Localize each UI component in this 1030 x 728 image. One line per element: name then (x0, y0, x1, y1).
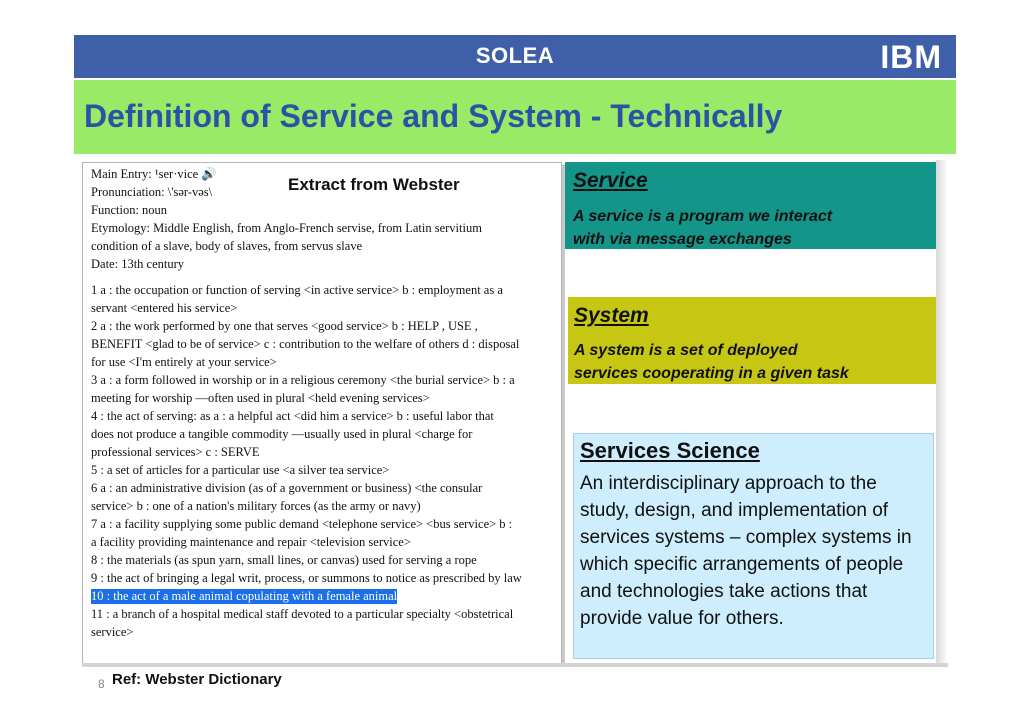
ibm-logo: IBM (880, 39, 942, 75)
system-desc-line: services cooperating in a given task (574, 365, 849, 382)
header-bar (74, 35, 956, 78)
dict-line: 4 : the act of serving: as a : a helpful act <did him a service> b : useful labor that (91, 409, 494, 423)
slide-title: Definition of Service and System - Technically (84, 98, 783, 134)
dict-line: Function: noun (91, 203, 168, 217)
page-number: 8 (98, 677, 105, 691)
service-desc-line: A service is a program we interact (573, 208, 833, 225)
system-description (574, 339, 849, 385)
panel-shadow (936, 160, 948, 665)
dict-line: condition of a slave, body of slaves, from servus slave (91, 239, 363, 253)
dict-line: a facility providing maintenance and repair <television service> (91, 535, 411, 549)
dict-line: 1 a : the occupation or function of serving <in active service> b : employment as a (91, 283, 503, 297)
dict-line: 8 : the materials (as spun yarn, small lines, or canvas) used for serving a rope (91, 553, 477, 567)
dictionary-extract (82, 162, 562, 664)
system-definition-box (568, 297, 936, 384)
services-science-heading: Services Science (580, 438, 760, 463)
slide-title-bar (74, 80, 956, 154)
dict-line: Main Entry: ¹ser·vice 🔊 (91, 167, 217, 181)
dict-line: Pronunciation: \'sər-vəs\ (91, 185, 213, 199)
service-definition-box (565, 162, 936, 249)
dict-line: 5 : a set of articles for a particular use <a silver tea service> (91, 463, 390, 477)
dict-line: servant <entered his service> (91, 301, 238, 315)
extract-label: Extract from Webster (288, 175, 460, 194)
dict-line: for use <I'm entirely at your service> (91, 355, 277, 369)
dict-line: professional services> c : SERVE (91, 445, 260, 459)
dict-line: BENEFIT <glad to be of service> c : contribution to the welfare of others d : disposal (91, 337, 520, 351)
panel-shadow (82, 663, 948, 667)
dict-line: service> (91, 625, 134, 639)
dict-line: meeting for worship —often used in plural <held evening services> (91, 391, 430, 405)
dict-line: Date: 13th century (91, 257, 185, 271)
dict-line: Etymology: Middle English, from Anglo-French servise, from Latin servitium (91, 221, 482, 235)
dict-line: service> b : one of a nation's military forces (as the army or navy) (91, 499, 421, 513)
service-description (573, 205, 832, 251)
service-heading: Service (573, 169, 648, 192)
system-heading: System (574, 304, 649, 327)
dict-line-highlighted: 10 : the act of a male animal copulating with a female animal (91, 589, 398, 603)
service-desc-line: with via message exchanges (573, 231, 792, 248)
services-science-box (573, 433, 934, 659)
dict-line: 9 : the act of bringing a legal writ, process, or summons to notice as prescribed by law (91, 571, 522, 585)
dict-line: 11 : a branch of a hospital medical staff devoted to a particular specialty <obstetrical (91, 607, 514, 621)
dict-line: 7 a : a facility supplying some public demand <telephone service> <bus service> b : (91, 517, 513, 531)
dict-line: does not produce a tangible commodity —usually used in plural <charge for (91, 427, 473, 441)
reference-note: Ref: Webster Dictionary (112, 671, 282, 688)
header-title: SOLEA (475, 43, 555, 68)
dict-line: 2 a : the work performed by one that serves <good service> b : HELP , USE , (91, 319, 478, 333)
system-desc-line: A system is a set of deployed (574, 342, 798, 359)
dict-line: 6 a : an administrative division (as of a government or business) <the consular (91, 481, 483, 495)
services-science-text: An interdisciplinary approach to the study, design, and implementation of services systems – complex systems in which specific arrangements of people and technologies take actions that provide value for others. (580, 473, 912, 629)
dict-line: 3 a : a form followed in worship or in a religious ceremony <the burial service> b : a (91, 373, 515, 387)
